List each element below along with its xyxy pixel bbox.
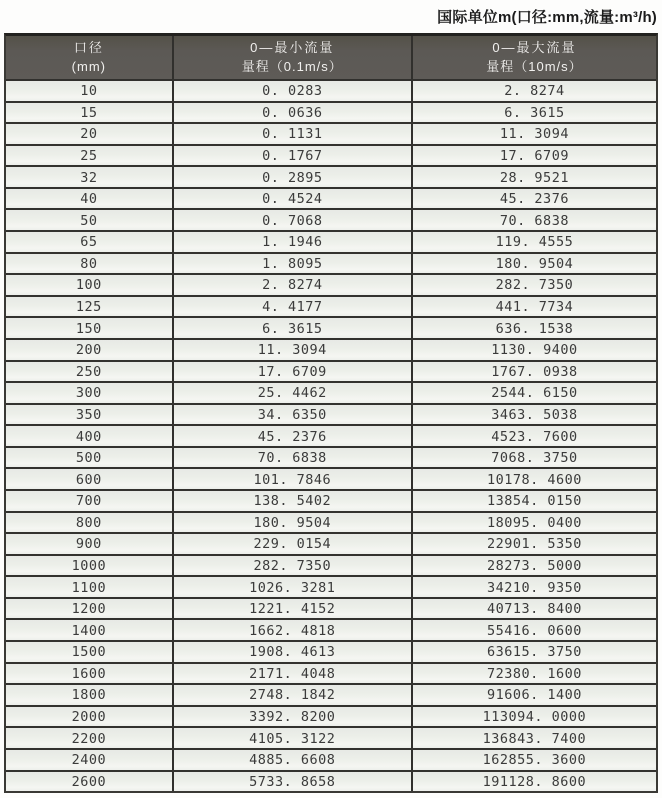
column-header-diameter-line2: (mm) xyxy=(71,58,106,74)
table-row xyxy=(6,707,656,729)
table-row xyxy=(6,556,656,578)
column-header-max-flow xyxy=(413,36,656,79)
table-row xyxy=(6,189,656,211)
cell-max-flow: 180. 9504 xyxy=(495,255,574,272)
cell-diameter: 20 xyxy=(6,124,174,144)
cell-min-flow: 1. 1946 xyxy=(174,232,413,252)
cell-min-flow: 3392. 8200 xyxy=(174,707,413,727)
cell-min-flow: 0. 0636 xyxy=(174,103,413,123)
cell-diameter: 200 xyxy=(6,340,174,360)
cell-diameter: 300 xyxy=(6,383,174,403)
cell-max-flow: 636. 1538 xyxy=(495,320,574,337)
table-row xyxy=(6,146,656,168)
table-row xyxy=(6,642,656,664)
table-row xyxy=(6,513,656,535)
cell-min-flow: 0. 4524 xyxy=(174,189,413,209)
cell-min-flow: 0. 2895 xyxy=(174,167,413,187)
cell-max-flow: 4523. 7600 xyxy=(491,428,578,445)
cell-diameter: 700 xyxy=(6,491,174,511)
cell-diameter: 2200 xyxy=(6,728,174,748)
cell-min-flow: 1908. 4613 xyxy=(174,642,413,662)
cell-max-flow: 45. 2376 xyxy=(499,191,569,208)
table-row xyxy=(6,599,656,621)
cell-max-flow: 63615. 3750 xyxy=(486,644,582,661)
column-header-max-flow-line1: 0—最大流量 xyxy=(492,39,577,55)
cell-min-flow: 17. 6709 xyxy=(174,362,413,382)
cell-max-flow: 6. 3615 xyxy=(504,104,565,121)
cell-diameter: 400 xyxy=(6,426,174,446)
table-row xyxy=(6,491,656,513)
table-row xyxy=(6,620,656,642)
cell-max-flow: 17. 6709 xyxy=(499,148,569,165)
cell-min-flow: 70. 6838 xyxy=(174,448,413,468)
cell-max-flow: 282. 7350 xyxy=(495,277,574,294)
cell-diameter: 1800 xyxy=(6,685,174,705)
cell-diameter: 32 xyxy=(6,167,174,187)
cell-max-flow: 2544. 6150 xyxy=(491,385,578,402)
table-row xyxy=(6,362,656,384)
table-row xyxy=(6,318,656,340)
cell-min-flow: 1221. 4152 xyxy=(174,599,413,619)
cell-diameter: 25 xyxy=(6,146,174,166)
table-row xyxy=(6,124,656,146)
cell-diameter: 250 xyxy=(6,362,174,382)
table-row xyxy=(6,750,656,772)
cell-diameter: 150 xyxy=(6,318,174,338)
cell-max-flow: 7068. 3750 xyxy=(491,450,578,467)
cell-max-flow: 28. 9521 xyxy=(499,169,569,186)
cell-diameter: 15 xyxy=(6,103,174,123)
cell-min-flow: 101. 7846 xyxy=(174,469,413,489)
table-row xyxy=(6,297,656,319)
table-row xyxy=(6,448,656,470)
cell-diameter: 1500 xyxy=(6,642,174,662)
cell-diameter: 800 xyxy=(6,513,174,533)
cell-max-flow: 136843. 7400 xyxy=(482,730,587,747)
cell-diameter: 125 xyxy=(6,297,174,317)
cell-diameter: 1100 xyxy=(6,577,174,597)
cell-min-flow: 229. 0154 xyxy=(174,534,413,554)
cell-min-flow: 4. 4177 xyxy=(174,297,413,317)
cell-diameter: 10 xyxy=(6,81,174,101)
cell-min-flow: 1026. 3281 xyxy=(174,577,413,597)
cell-min-flow: 2. 8274 xyxy=(174,275,413,295)
cell-min-flow: 1. 8095 xyxy=(174,254,413,274)
cell-max-flow: 34210. 9350 xyxy=(486,579,582,596)
cell-min-flow: 4885. 6608 xyxy=(174,750,413,770)
table-row xyxy=(6,167,656,189)
cell-max-flow: 40713. 8400 xyxy=(486,601,582,618)
cell-diameter: 2400 xyxy=(6,750,174,770)
cell-max-flow: 91606. 1400 xyxy=(486,687,582,704)
cell-max-flow: 1130. 9400 xyxy=(491,342,578,359)
cell-max-flow: 70. 6838 xyxy=(499,212,569,229)
cell-diameter: 500 xyxy=(6,448,174,468)
column-header-diameter-line1: 口径 xyxy=(73,39,104,55)
cell-diameter: 1600 xyxy=(6,664,174,684)
cell-min-flow: 2748. 1842 xyxy=(174,685,413,705)
table-row xyxy=(6,426,656,448)
cell-diameter: 2000 xyxy=(6,707,174,727)
table-row xyxy=(6,103,656,125)
cell-min-flow: 282. 7350 xyxy=(174,556,413,576)
column-header-diameter xyxy=(6,36,174,79)
cell-diameter: 100 xyxy=(6,275,174,295)
cell-min-flow: 0. 7068 xyxy=(174,210,413,230)
cell-diameter: 600 xyxy=(6,469,174,489)
cell-min-flow: 2171. 4048 xyxy=(174,664,413,684)
cell-max-flow: 2. 8274 xyxy=(504,83,565,100)
cell-max-flow: 3463. 5038 xyxy=(491,406,578,423)
table-row xyxy=(6,772,656,792)
cell-min-flow: 5733. 8658 xyxy=(174,772,413,792)
cell-max-flow: 191128. 8600 xyxy=(482,773,587,790)
cell-max-flow: 55416. 0600 xyxy=(486,622,582,639)
cell-min-flow: 1662. 4818 xyxy=(174,620,413,640)
table-row xyxy=(6,383,656,405)
table-row xyxy=(6,405,656,427)
cell-max-flow: 441. 7734 xyxy=(495,299,574,316)
column-header-min-flow xyxy=(174,36,413,79)
cell-max-flow: 22901. 5350 xyxy=(486,536,582,553)
cell-max-flow: 18095. 0400 xyxy=(486,514,582,531)
cell-min-flow: 25. 4462 xyxy=(174,383,413,403)
table-row xyxy=(6,664,656,686)
table-row xyxy=(6,577,656,599)
cell-max-flow: 28273. 5000 xyxy=(486,558,582,574)
table-row xyxy=(6,275,656,297)
table-row xyxy=(6,81,656,103)
cell-min-flow: 138. 5402 xyxy=(174,491,413,511)
column-header-min-flow-line1: 0—最小流量 xyxy=(250,39,335,55)
cell-diameter: 1000 xyxy=(6,556,174,576)
table-row xyxy=(6,534,656,556)
cell-min-flow: 6. 3615 xyxy=(174,318,413,338)
cell-min-flow: 180. 9504 xyxy=(174,513,413,533)
cell-diameter: 50 xyxy=(6,210,174,230)
column-header-max-flow-line2: 量程（10m/s） xyxy=(486,58,583,74)
cell-diameter: 350 xyxy=(6,405,174,425)
cell-min-flow: 0. 0283 xyxy=(174,81,413,101)
table-row xyxy=(6,254,656,276)
cell-max-flow: 113094. 0000 xyxy=(482,709,587,726)
table-row xyxy=(6,232,656,254)
table-row xyxy=(6,685,656,707)
cell-min-flow: 0. 1767 xyxy=(174,146,413,166)
title-bar xyxy=(0,0,662,33)
cell-diameter: 40 xyxy=(6,189,174,209)
cell-min-flow: 0. 1131 xyxy=(174,124,413,144)
cell-max-flow: 11. 3094 xyxy=(499,126,569,143)
column-header-min-flow-line2: 量程（0.1m/s） xyxy=(241,58,343,74)
table-row xyxy=(6,469,656,491)
cell-min-flow: 4105. 3122 xyxy=(174,728,413,748)
cell-diameter: 80 xyxy=(6,254,174,274)
cell-max-flow: 162855. 3600 xyxy=(482,752,587,769)
table-row xyxy=(6,210,656,232)
cell-min-flow: 34. 6350 xyxy=(174,405,413,425)
cell-diameter: 65 xyxy=(6,232,174,252)
table-header-row xyxy=(6,36,656,81)
cell-max-flow: 72380. 1600 xyxy=(486,665,582,682)
cell-max-flow: 1767. 0938 xyxy=(491,363,578,380)
cell-max-flow: 10178. 4600 xyxy=(486,471,582,488)
table-row xyxy=(6,728,656,750)
cell-max-flow: 13854. 0150 xyxy=(486,493,582,510)
page-title: 国际单位m(口径:mm,流量:m³/h) xyxy=(437,9,657,26)
table-row xyxy=(6,340,656,362)
cell-max-flow: 119. 4555 xyxy=(495,234,574,251)
table-body xyxy=(6,81,656,791)
cell-diameter: 1200 xyxy=(6,599,174,619)
flow-range-table xyxy=(4,33,658,793)
cell-diameter: 2600 xyxy=(6,772,174,792)
cell-min-flow: 11. 3094 xyxy=(174,340,413,360)
cell-diameter: 900 xyxy=(6,534,174,554)
cell-diameter: 1400 xyxy=(6,620,174,640)
cell-min-flow: 45. 2376 xyxy=(174,426,413,446)
